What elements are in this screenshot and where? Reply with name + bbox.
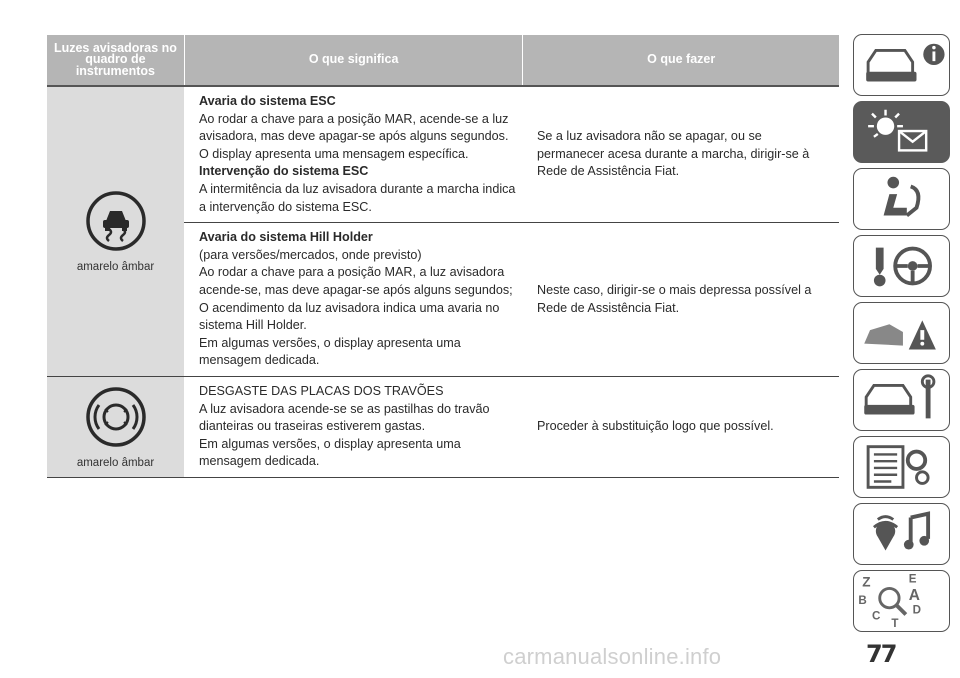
seat-airbag-icon: [854, 169, 949, 229]
color-label: amarelo âmbar: [76, 261, 155, 274]
action-cell: [522, 377, 839, 477]
action-cell: [522, 87, 839, 222]
meaning-text: (para versões/mercados, onde previsto): [199, 247, 422, 262]
tab-safety[interactable]: [853, 168, 950, 230]
header-warning-lights: Luzes avisadoras no quadro de instrumentos: [47, 35, 184, 85]
meaning-title: Avaria do sistema Hill Holder: [199, 230, 373, 245]
meaning-cell: [184, 87, 522, 222]
tab-index[interactable]: [853, 570, 950, 632]
alphabetical-index-icon: [854, 571, 949, 631]
meaning-text: Ao rodar a chave para a posição MAR, acende-se a luz avisadora, mas deve apagar-se após alguns segundos. O display apresenta uma mensagem específica.: [199, 111, 509, 161]
brake-pad-wear-icon: [84, 385, 148, 449]
meaning-title: Avaria do sistema ESC: [199, 94, 336, 108]
meaning-text: A luz avisadora acende-se se as pastilhas do travão dianteiras ou traseiras estiverem gastas.: [199, 401, 490, 434]
meaning-text: Em algumas versões, o display apresenta uma mensagem dedicada.: [199, 335, 461, 368]
icon-cell: [47, 87, 184, 376]
meaning-title: DESGASTE DAS PLACAS DOS TRAVÕES: [199, 383, 444, 398]
tab-emergency[interactable]: [853, 302, 950, 364]
esc-skid-icon: [84, 189, 148, 253]
car-maintenance-icon: [854, 370, 949, 430]
page-number: 77: [866, 640, 896, 668]
action-text: Se a luz avisadora não se apagar, ou se permanecer acesa durante a marcha, dirigir-se à Rede de Assistência Fiat.: [537, 129, 810, 179]
tab-starting-driving[interactable]: [853, 235, 950, 297]
svg-text:D: D: [912, 603, 922, 617]
header-action: O que fazer: [523, 35, 839, 85]
table-row: [47, 377, 839, 477]
svg-text:T: T: [891, 617, 899, 631]
header-meaning: O que significa: [185, 35, 523, 85]
tab-multimedia[interactable]: [853, 503, 950, 565]
key-steering-wheel-icon: [854, 236, 949, 296]
meaning-text: A intermitência da luz avisadora durante a marcha indica a intervenção do sistema ESC.: [199, 181, 516, 214]
action-text: Proceder à substituição logo que possível.: [537, 419, 774, 434]
meaning-title: Intervenção do sistema ESC: [199, 164, 369, 179]
meaning-text: Ao rodar a chave para a posição MAR, a luz avisadora acende-se, mas deve apagar-se após alguns segundos;: [199, 265, 513, 297]
svg-text:A: A: [908, 587, 920, 605]
action-text: Neste caso, dirigir-se o mais depressa possível a Rede de Assistência Fiat.: [537, 282, 812, 315]
table-row: [47, 87, 839, 376]
technical-data-icon: [854, 437, 949, 497]
action-cell: [522, 223, 839, 376]
table-subrow: [184, 87, 839, 222]
multimedia-icon: [854, 504, 949, 564]
svg-text:Z: Z: [862, 574, 871, 590]
tab-maintenance[interactable]: [853, 369, 950, 431]
icon-cell: [47, 377, 184, 477]
tab-car-info[interactable]: [853, 34, 950, 96]
accident-emergency-icon: [854, 303, 949, 363]
color-label: amarelo âmbar: [76, 456, 155, 469]
car-info-icon: [854, 35, 949, 95]
warning-lights-icon: [854, 102, 949, 162]
meaning-cell: [184, 223, 522, 376]
meaning-text: Em algumas versões, o display apresenta uma mensagem dedicada.: [199, 436, 461, 469]
tab-warning-lights[interactable]: [853, 101, 950, 163]
warning-lights-table: [47, 35, 839, 478]
table-subrow: [184, 223, 839, 376]
svg-text:B: B: [858, 593, 867, 607]
table-bottom-border: [47, 477, 839, 478]
meaning-cell: [184, 377, 522, 477]
watermark: carmanualsonline.info: [503, 644, 722, 669]
svg-text:E: E: [908, 572, 917, 586]
tab-technical-data[interactable]: [853, 436, 950, 498]
meaning-text: O acendimento da luz avisadora indica uma avaria no sistema Hill Holder.: [199, 300, 500, 333]
svg-text:C: C: [871, 609, 881, 623]
table-header: [47, 35, 839, 85]
